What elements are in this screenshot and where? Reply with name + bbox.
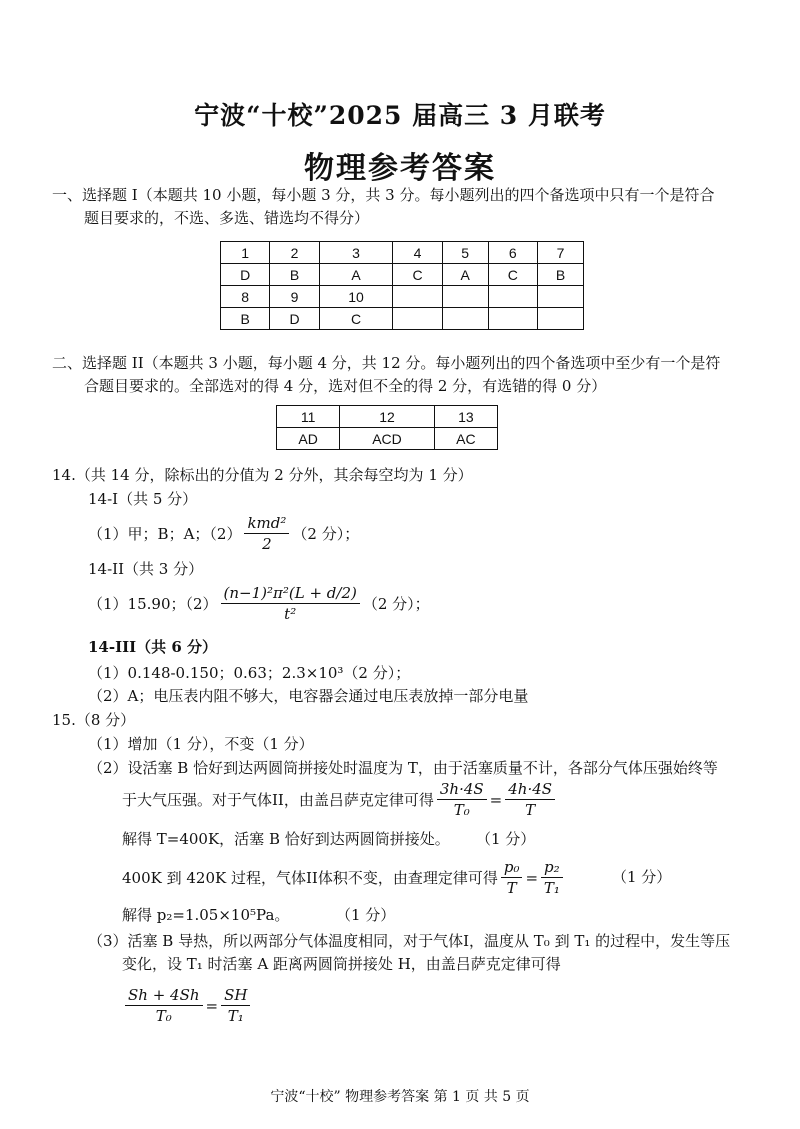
table-cell: A bbox=[442, 264, 488, 286]
q15-eq1-left-fraction bbox=[437, 780, 487, 819]
table-row bbox=[221, 308, 584, 330]
fraction-numerator: p₀ bbox=[501, 858, 523, 878]
table-cell: ACD bbox=[340, 428, 435, 450]
q15-line7: （3）活塞 B 导热，所以两部分气体温度相同，对于气体I，温度从 T₀ 到 T₁ 的过程中，发生等压 bbox=[88, 932, 731, 950]
q14-part2-score: （2 分）； bbox=[362, 594, 430, 613]
table-cell bbox=[538, 308, 584, 330]
table-cell bbox=[488, 286, 537, 308]
answer-table-choice-1 bbox=[220, 241, 584, 330]
table-cell: 4 bbox=[393, 242, 442, 264]
q15-line6: 解得 p₂=1.05×10⁵Pa。 bbox=[122, 906, 290, 924]
equals-sign: = bbox=[205, 996, 219, 1015]
table-cell bbox=[538, 286, 584, 308]
section1-instructions-line1: 一、选择题 I（本题共 10 小题，每小题 3 分，共 3 分。每小题列出的四个备选项中只有一个是符合 bbox=[52, 186, 715, 204]
table-cell: AD bbox=[277, 428, 340, 450]
q14-part3-line1: （1）0.148-0.150；0.63；2.3×10³（2 分）； bbox=[88, 664, 411, 682]
fraction-denominator: T₀ bbox=[155, 1007, 172, 1025]
table-cell: 3 bbox=[319, 242, 393, 264]
table-cell: B bbox=[538, 264, 584, 286]
q14-part2-title: 14-II（共 3 分） bbox=[88, 560, 204, 578]
table-cell: B bbox=[221, 308, 270, 330]
q15-eq1-right-fraction bbox=[505, 780, 555, 819]
q14-part2-answer-text: （1）15.90；（2） bbox=[88, 594, 218, 613]
fraction-numerator: kmd² bbox=[244, 514, 289, 534]
table-cell: 2 bbox=[270, 242, 319, 264]
fraction-numerator: (n−1)²π²(L + d/2) bbox=[221, 584, 360, 604]
fraction-denominator: T₁ bbox=[227, 1007, 244, 1025]
fraction-denominator: 2 bbox=[262, 535, 272, 553]
q15-line3-text: 于大气压强。对于气体II，由盖吕萨克定律可得 bbox=[122, 790, 434, 809]
q14-part2-answer bbox=[88, 584, 430, 623]
q14-part1-fraction bbox=[244, 514, 289, 553]
fraction-numerator: 4h·4S bbox=[505, 780, 555, 800]
table-cell: 1 bbox=[221, 242, 270, 264]
table-cell: D bbox=[270, 308, 319, 330]
q15-line3 bbox=[122, 780, 558, 819]
q14-header: 14.（共 14 分，除标出的分值为 2 分外，其余每空均为 1 分） bbox=[52, 466, 473, 484]
equals-sign: = bbox=[525, 868, 539, 887]
q15-eq2-left-fraction bbox=[501, 858, 523, 897]
fraction-denominator: T bbox=[525, 801, 536, 819]
section2-instructions-line2: 合题目要求的。全部选对的得 4 分，选对但不全的得 2 分，有选错的得 0 分） bbox=[84, 377, 607, 395]
q14-part1-score: （2 分）； bbox=[292, 524, 360, 543]
exam-title: 宁波“十校”2025 届高三 3 月联考 bbox=[194, 101, 606, 130]
document-subtitle: 物理参考答案 bbox=[304, 151, 496, 186]
section2-instructions-line1: 二、选择题 II（本题共 3 小题，每小题 4 分，共 12 分。每小题列出的四个备选项中至少有一个是符 bbox=[52, 354, 721, 372]
q15-line5 bbox=[122, 858, 566, 897]
q15-eq3-right-fraction bbox=[221, 986, 250, 1025]
table-row bbox=[277, 406, 498, 428]
q15-line2: （2）设活塞 B 恰好到达两圆筒拼接处时温度为 T，由于活塞质量不计，各部分气体压强始终等 bbox=[88, 759, 718, 777]
fraction-numerator: SH bbox=[221, 986, 250, 1006]
table-cell: 12 bbox=[340, 406, 435, 428]
equals-sign: = bbox=[489, 790, 503, 809]
fraction-denominator: T bbox=[506, 879, 517, 897]
fraction-numerator: p₂ bbox=[541, 858, 563, 878]
q15-eq3 bbox=[122, 986, 253, 1025]
table-cell: 13 bbox=[434, 406, 497, 428]
table-cell: 6 bbox=[488, 242, 537, 264]
table-cell: C bbox=[319, 308, 393, 330]
q15-line4-score: （1 分） bbox=[476, 830, 536, 848]
q15-line5-text: 400K 到 420K 过程，气体II体积不变，由查理定律可得 bbox=[122, 868, 498, 887]
table-cell: 5 bbox=[442, 242, 488, 264]
page-footer: 宁波“十校” 物理参考答案 第 1 页 共 5 页 bbox=[270, 1089, 530, 1105]
q14-part3-title: 14-III（共 6 分） bbox=[88, 638, 218, 656]
table-cell: AC bbox=[434, 428, 497, 450]
table-row bbox=[221, 264, 584, 286]
table-cell: 10 bbox=[319, 286, 393, 308]
q14-part2-fraction bbox=[221, 584, 360, 623]
table-cell: B bbox=[270, 264, 319, 286]
table-cell: 7 bbox=[538, 242, 584, 264]
q15-header: 15.（8 分） bbox=[52, 711, 136, 729]
table-cell bbox=[442, 286, 488, 308]
table-cell bbox=[393, 286, 442, 308]
q15-line5-score: （1 分） bbox=[612, 868, 672, 886]
q14-part1-answer-text: （1）甲；B；A；（2） bbox=[88, 524, 242, 543]
q15-eq3-left-fraction bbox=[125, 986, 203, 1025]
fraction-numerator: Sh + 4Sh bbox=[125, 986, 203, 1006]
table-cell: 8 bbox=[221, 286, 270, 308]
fraction-denominator: T₁ bbox=[543, 879, 560, 897]
fraction-denominator: t² bbox=[284, 605, 297, 623]
section1-instructions-line2: 题目要求的，不选、多选、错选均不得分） bbox=[84, 209, 370, 227]
table-row bbox=[221, 286, 584, 308]
table-cell: A bbox=[319, 264, 393, 286]
table-cell: C bbox=[488, 264, 537, 286]
fraction-numerator: 3h·4S bbox=[437, 780, 487, 800]
q15-line6-score: （1 分） bbox=[336, 906, 396, 924]
table-row bbox=[277, 428, 498, 450]
table-cell: 9 bbox=[270, 286, 319, 308]
q15-line4: 解得 T=400K，活塞 B 恰好到达两圆筒拼接处。 bbox=[122, 830, 450, 848]
table-cell: D bbox=[221, 264, 270, 286]
q14-part1-answer bbox=[88, 514, 359, 553]
table-cell: 11 bbox=[277, 406, 340, 428]
table-cell bbox=[488, 308, 537, 330]
fraction-denominator: T₀ bbox=[453, 801, 470, 819]
table-cell bbox=[442, 308, 488, 330]
answer-table-choice-2 bbox=[276, 405, 498, 450]
q15-line1: （1）增加（1 分），不变（1 分） bbox=[88, 735, 314, 753]
q14-part1-title: 14-I（共 5 分） bbox=[88, 490, 198, 508]
q15-line8: 变化，设 T₁ 时活塞 A 距离两圆筒拼接处 H，由盖吕萨克定律可得 bbox=[122, 955, 561, 973]
table-cell bbox=[393, 308, 442, 330]
table-row bbox=[221, 242, 584, 264]
q15-eq2-right-fraction bbox=[541, 858, 563, 897]
table-cell: C bbox=[393, 264, 442, 286]
q14-part3-line2: （2）A；电压表内阻不够大，电容器会通过电压表放掉一部分电量 bbox=[88, 687, 529, 705]
